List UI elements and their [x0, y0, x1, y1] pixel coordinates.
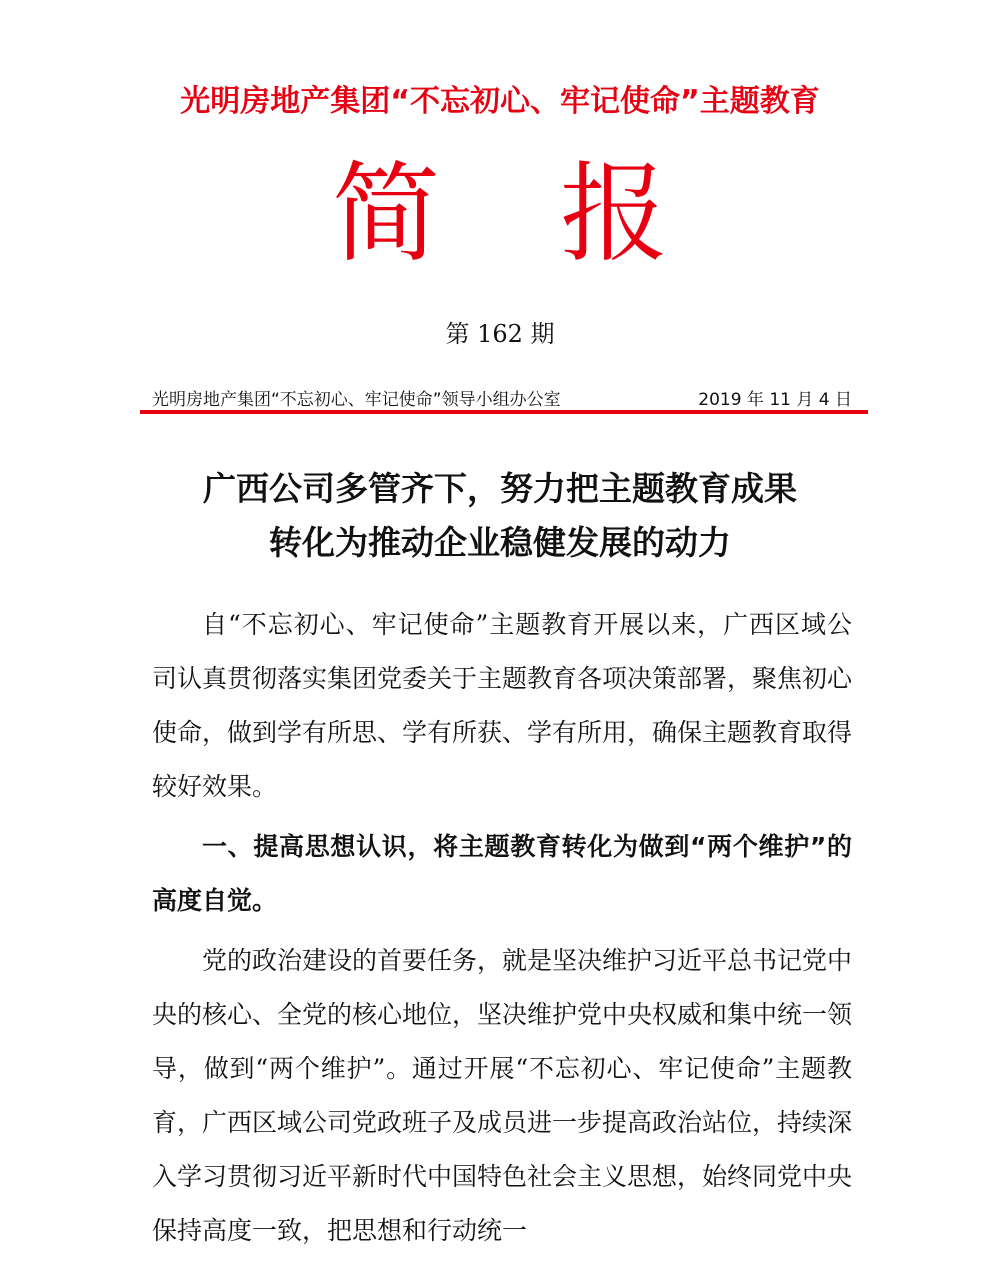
article-body	[152, 598, 852, 1264]
issue-date: 2019 年 11 月 4 日	[698, 390, 852, 410]
masthead-char-jian: 简	[331, 152, 440, 277]
headline-line-1: 广西公司多管齐下，努力把主题教育成果	[203, 469, 797, 508]
masthead-title	[0, 150, 1000, 280]
masthead-char-bao: 报	[560, 152, 669, 277]
article-headline	[0, 462, 1000, 570]
paragraph-intro: 自“不忘初心、牢记使命”主题教育开展以来，广西区域公司认真贯彻落实集团党委关于主题教育各项决策部署，聚焦初心使命，做到学有所思、学有所获、学有所用，确保主题教育取得较好效果。	[152, 610, 853, 801]
issue-number: 第 162 期	[445, 320, 555, 348]
issuer-office: 光明房地产集团“不忘初心、牢记使命”领导小组办公室	[152, 390, 561, 410]
dateline	[152, 385, 852, 410]
section-heading-1: 一、提高思想认识，将主题教育转化为做到“两个维护”的高度自觉。	[152, 832, 852, 915]
paragraph-political: 党的政治建设的首要任务，就是坚决维护习近平总书记党中央的核心、全党的核心地位，坚决维护党中央权威和集中统一领导，做到“两个维护”。通过开展“不忘初心、牢记使命”主题教育，广西区域公司党政班子及成员进一步提高政治站位，持续深入学习贯彻习近平新时代中国特色社会主义思想，始终同党中央保持高度一致，把思想和行动统一	[152, 946, 853, 1245]
org-title: 光明房地产集团“不忘初心、牢记使命”主题教育	[180, 84, 820, 119]
red-divider	[140, 410, 868, 414]
headline-line-2: 转化为推动企业稳健发展的动力	[269, 523, 731, 562]
